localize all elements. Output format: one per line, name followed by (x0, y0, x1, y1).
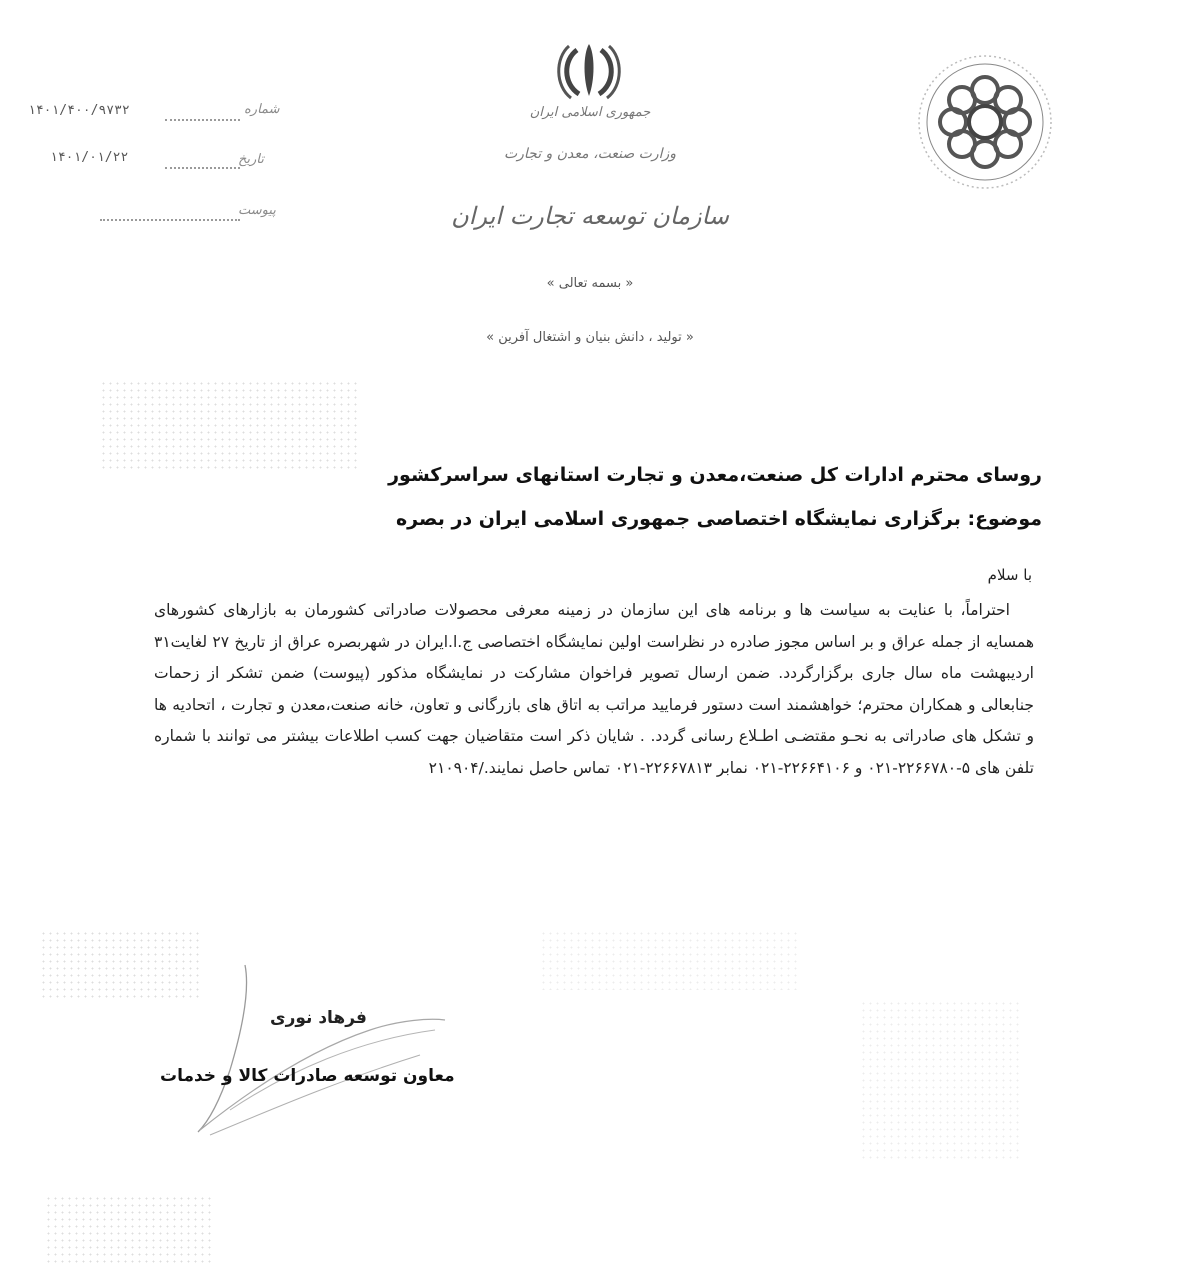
scan-noise (45, 1195, 215, 1265)
ministry-name: وزارت صنعت، معدن و تجارت (503, 146, 677, 162)
national-emblem-icon (553, 40, 625, 100)
number-label: شماره (244, 102, 280, 117)
scan-noise (860, 1000, 1020, 1160)
body-text: احتراماً، با عنایت به سیاست ها و برنامه های این سازمان در زمینه معرفی محصولات صادراتی کشورمان به بازارهای کشورهای همسایه از جمله عراق و بر اساس مجوز صادره در نظراست اولین نمایشگاه اختصاصی ج.ا.ایران در شهربصره عراق از تاریخ ۲۷ لغایت۳۱ اردیبهشت ماه سال جاری برگزارگردد. ضمن ارسال تصویر فراخوان مشارکت در نمایشگاه مذکور (پیوست) ضمن تشکر از زحمات جنابعالی و همکاران محترم؛ خواهشمند است دستور فرمایید مراتب به اتاق های بازرگانی و تعاون، خانه صنعت،معدن و تجارت ، اتحادیه ها و تشکل های صادراتی به نحـو مقتضـی اطـلاع رسانی گردد. . شایان ذکر است متقاضیان جهت کسب اطلاعات بیشتر می توانند با شماره تلفن های ۵-۲۲۶۶۷۸۰-۰۲۱ و ۲۲۶۶۴۱۰۶-۰۲۱ نمابر ۲۲۶۶۷۸۱۳-۰۲۱ تماس حاصل نمایند./۲۱۰۹۰۴ (154, 601, 1034, 777)
organization-logo-icon (915, 52, 1055, 192)
recipient-line: روسای محترم ادارات کل صنعت،معدن و تجارت استانهای سراسرکشور (388, 464, 1042, 486)
letter-body (154, 595, 1034, 785)
dotted-line (165, 166, 240, 169)
dotted-line (165, 118, 240, 121)
attachment-label: پیوست (238, 203, 276, 218)
year-slogan: « تولید ، دانش بنیان و اشتغال آفرین » (486, 330, 694, 345)
scan-noise (100, 380, 360, 470)
invocation-line: « بسمه تعالی » (546, 276, 634, 291)
signatory-name: فرهاد نوری (270, 1008, 367, 1028)
handwritten-signature-icon (190, 960, 450, 1140)
date-label: تاریخ (238, 152, 264, 167)
letter-number: ۱۴۰۱/۴۰۰/۹۷۳۲ (28, 103, 130, 118)
signatory-title: معاون توسعه صادرات کالا و خدمات (160, 1066, 455, 1086)
scan-noise (40, 930, 200, 1000)
letter-date: ۱۴۰۱/۰۱/۲۲ (50, 150, 129, 165)
republic-name: جمهوری اسلامی ایران (529, 105, 651, 120)
scan-noise (540, 930, 800, 990)
dotted-line (100, 218, 240, 221)
organization-name: سازمان توسعه تجارت ایران (451, 202, 729, 230)
greeting: با سلام (987, 566, 1032, 584)
subject-line: موضوع: برگزاری نمایشگاه اختصاصی جمهوری اسلامی ایران در بصره (395, 508, 1042, 530)
